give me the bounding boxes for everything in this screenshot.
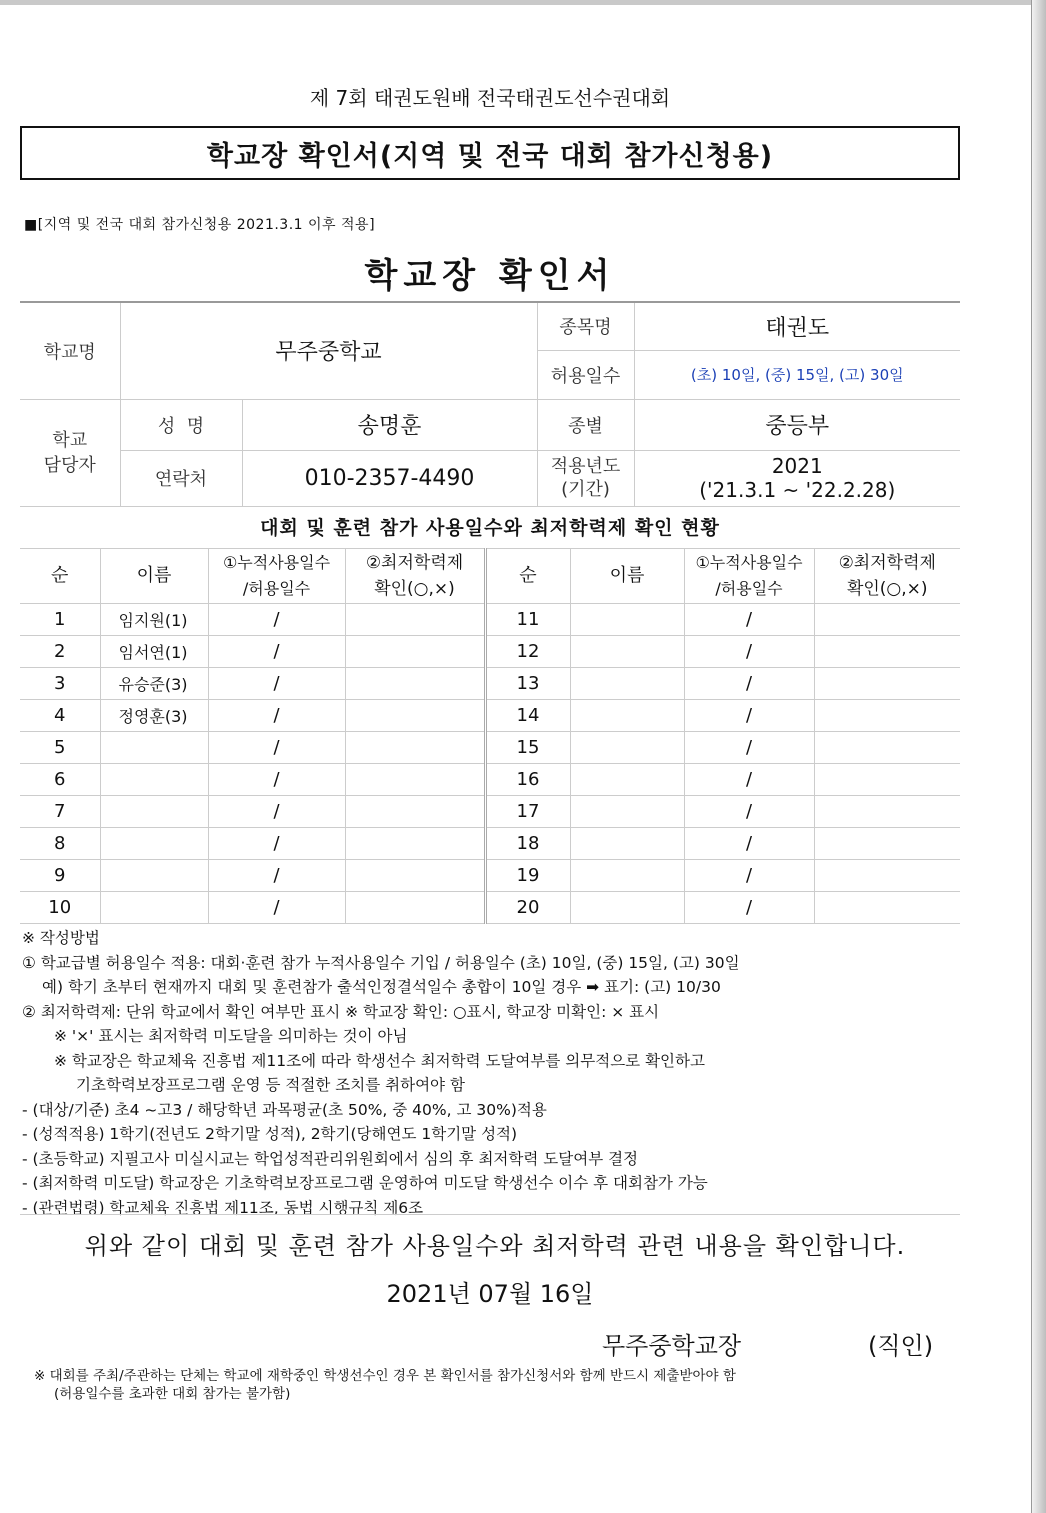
instruction-line: - (성적적용) 1학기(전년도 2학기말 성적), 2학기(당해연도 1학기말 성적) (22, 1125, 518, 1143)
used-days-cell: / (684, 604, 814, 636)
row-number: 15 (485, 732, 570, 764)
principal-name: 무주중학교장 (602, 1332, 742, 1360)
page-edge-shadow (1031, 0, 1046, 1513)
used-days-cell: / (208, 636, 345, 668)
status-section-title: 대회 및 훈련 참가 사용일수와 최저학력제 확인 현황 (260, 517, 720, 539)
used-days-cell: / (208, 892, 345, 924)
student-name (100, 732, 208, 764)
student-name (100, 828, 208, 860)
instruction-line: - (최저학력 미도달) 학교장은 기초학력보장프로그램 운영하여 미도달 학생선수 이수 후 대회참가 가능 (22, 1174, 708, 1192)
row-number: 1 (20, 604, 100, 636)
min-level-cell (814, 604, 960, 636)
table-row (20, 700, 960, 732)
row-number: 10 (20, 892, 100, 924)
school-name-value: 무주중학교 (120, 302, 537, 399)
row-number: 18 (485, 828, 570, 860)
used-days-cell: / (208, 604, 345, 636)
student-name (570, 700, 684, 732)
student-name (100, 860, 208, 892)
apply-year-label: 적용년도 (기간) (537, 450, 634, 506)
category-value: 중등부 (634, 399, 960, 450)
table-row (20, 860, 960, 892)
row-number: 20 (485, 892, 570, 924)
used-days-cell: / (208, 732, 345, 764)
instruction-line: 예) 학기 초부터 현재까지 대회 및 훈련참가 출석인정결석일수 총합이 10일 경우 ➡ 표기: (고) 10/30 (42, 978, 721, 996)
apply-year-value: 2021 ('21.3.1 ~ '22.2.28) (634, 450, 960, 506)
used-days-cell: / (684, 796, 814, 828)
header-used-days: ①누적사용일수 /허용일수 (208, 549, 345, 604)
allowed-days-label: 허용일수 (537, 350, 634, 399)
min-level-cell (814, 892, 960, 924)
banner-title-text: 학교장 확인서(지역 및 전국 대회 참가신청용) (206, 140, 774, 172)
table-row (20, 732, 960, 764)
divider (20, 1214, 960, 1215)
school-info-table (20, 301, 960, 507)
student-name (570, 668, 684, 700)
min-level-cell (345, 604, 485, 636)
student-name (570, 604, 684, 636)
table-row (20, 796, 960, 828)
row-number: 5 (20, 732, 100, 764)
min-level-cell (345, 892, 485, 924)
min-level-cell (345, 732, 485, 764)
confirmation-statement: 위와 같이 대회 및 훈련 참가 사용일수와 최저학력 관련 내용을 확인합니다. (84, 1232, 906, 1260)
min-level-cell (814, 700, 960, 732)
banner-title (20, 126, 960, 180)
header-min-level: ②최저학력제 확인(○,×) (345, 549, 485, 604)
event-title: 제 7회 태권도원배 전국태권도선수권대회 (309, 86, 671, 110)
instruction-line: ※ 학교장은 학교체육 진흥법 제11조에 따라 학생선수 최저학력 도달여부를 의무적으로 확인하고 (54, 1051, 705, 1070)
row-number: 17 (485, 796, 570, 828)
row-number: 16 (485, 764, 570, 796)
manager-name-value: 송명훈 (242, 399, 537, 450)
min-level-cell (814, 796, 960, 828)
min-level-cell (345, 860, 485, 892)
footer-line: ※ 대회를 주최/주관하는 단체는 학교에 재학중인 학생선수인 경우 본 확인서를 참가신청서와 함께 반드시 제출받아야 함 (34, 1368, 736, 1384)
used-days-cell: / (684, 668, 814, 700)
min-level-cell (345, 700, 485, 732)
school-manager-label: 학교 담당자 (20, 399, 120, 506)
used-days-cell: / (684, 892, 814, 924)
used-days-cell: / (208, 700, 345, 732)
official-seal: (직인) (868, 1332, 934, 1360)
row-number: 8 (20, 828, 100, 860)
used-days-cell: / (208, 860, 345, 892)
used-days-cell: / (684, 764, 814, 796)
page-top-shadow (0, 0, 1046, 5)
table-row (20, 764, 960, 796)
row-number: 3 (20, 668, 100, 700)
contact-value: 010-2357-4490 (242, 450, 537, 506)
student-name (100, 796, 208, 828)
student-name (570, 860, 684, 892)
min-level-cell (345, 764, 485, 796)
min-level-cell (814, 732, 960, 764)
document-title: 학교장 확인서 (364, 256, 616, 296)
row-number: 4 (20, 700, 100, 732)
min-level-cell (814, 828, 960, 860)
instruction-line: ② 최저학력제: 단위 학교에서 확인 여부만 표시 ※ 학교장 확인: ○표시, 학교장 미확인: × 표시 (22, 1002, 660, 1021)
row-number: 9 (20, 860, 100, 892)
used-days-cell: / (208, 796, 345, 828)
used-days-cell: / (684, 828, 814, 860)
header-no: 순 (20, 549, 100, 604)
student-name: 정영훈(3) (100, 700, 208, 732)
table-row (20, 668, 960, 700)
student-name: 임지원(1) (100, 604, 208, 636)
writing-instructions (22, 926, 962, 1220)
header-name: 이름 (570, 549, 684, 604)
row-number: 13 (485, 668, 570, 700)
student-name: 임서연(1) (100, 636, 208, 668)
instructions-heading: ※ 작성방법 (22, 929, 100, 947)
row-number: 11 (485, 604, 570, 636)
used-days-cell: / (684, 732, 814, 764)
allowed-days-value: (초) 10일, (중) 15일, (고) 30일 (634, 350, 960, 399)
student-name (570, 892, 684, 924)
category-label: 종별 (537, 399, 634, 450)
manager-name-label: 성 명 (120, 399, 242, 450)
school-name-label: 학교명 (20, 302, 120, 399)
instruction-line: ① 학교급별 허용일수 적용: 대회·훈련 참가 누적사용일수 기입 / 허용일수 (초) 10일, (중) 15일, (고) 30일 (22, 953, 740, 972)
instruction-line: ※ '×' 표시는 최저학력 미도달을 의미하는 것이 아님 (54, 1027, 408, 1045)
instruction-line: - (대상/기준) 초4 ~고3 / 해당학년 과목평균(초 50%, 중 40%, 고 30%)적용 (22, 1100, 547, 1119)
contact-label: 연락처 (120, 450, 242, 506)
header-no: 순 (485, 549, 570, 604)
student-name (570, 828, 684, 860)
row-number: 19 (485, 860, 570, 892)
table-row (20, 604, 960, 636)
min-level-cell (814, 764, 960, 796)
row-number: 14 (485, 700, 570, 732)
student-name (570, 764, 684, 796)
header-name: 이름 (100, 549, 208, 604)
min-level-cell (345, 636, 485, 668)
row-number: 7 (20, 796, 100, 828)
table-row (20, 892, 960, 924)
student-name (570, 636, 684, 668)
table-row (20, 636, 960, 668)
row-number: 6 (20, 764, 100, 796)
row-number: 2 (20, 636, 100, 668)
used-days-cell: / (684, 860, 814, 892)
used-days-cell: / (684, 700, 814, 732)
min-level-cell (345, 796, 485, 828)
student-name: 유승준(3) (100, 668, 208, 700)
issue-date: 2021년 07월 16일 (386, 1280, 594, 1308)
used-days-cell: / (208, 828, 345, 860)
student-name (100, 892, 208, 924)
applicability-note: ■[지역 및 전국 대회 참가신청용 2021.3.1 이후 적용] (24, 217, 376, 233)
student-name (570, 796, 684, 828)
header-used-days: ①누적사용일수 /허용일수 (684, 549, 814, 604)
table-row (20, 828, 960, 860)
min-level-cell (814, 636, 960, 668)
min-level-cell (814, 668, 960, 700)
instruction-line: - (관련법령) 학교체육 진흥법 제11조, 동법 시행규칙 제6조 (22, 1198, 424, 1217)
header-min-level: ②최저학력제 확인(○,×) (814, 549, 960, 604)
student-status-table (20, 548, 960, 924)
event-name-value: 태권도 (634, 302, 960, 350)
footer-note (34, 1367, 954, 1403)
row-number: 12 (485, 636, 570, 668)
used-days-cell: / (684, 636, 814, 668)
footer-line: (허용일수를 초과한 대회 참가는 불가함) (54, 1386, 291, 1402)
used-days-cell: / (208, 764, 345, 796)
student-name (570, 732, 684, 764)
instruction-line: - (초등학교) 지필고사 미실시교는 학업성적관리위원회에서 심의 후 최저학력 도달여부 결정 (22, 1149, 639, 1168)
instruction-line: 기초학력보장프로그램 운영 등 적절한 조치를 취하여야 함 (76, 1076, 465, 1094)
min-level-cell (345, 668, 485, 700)
min-level-cell (814, 860, 960, 892)
student-name (100, 764, 208, 796)
min-level-cell (345, 828, 485, 860)
event-name-label: 종목명 (537, 302, 634, 350)
used-days-cell: / (208, 668, 345, 700)
